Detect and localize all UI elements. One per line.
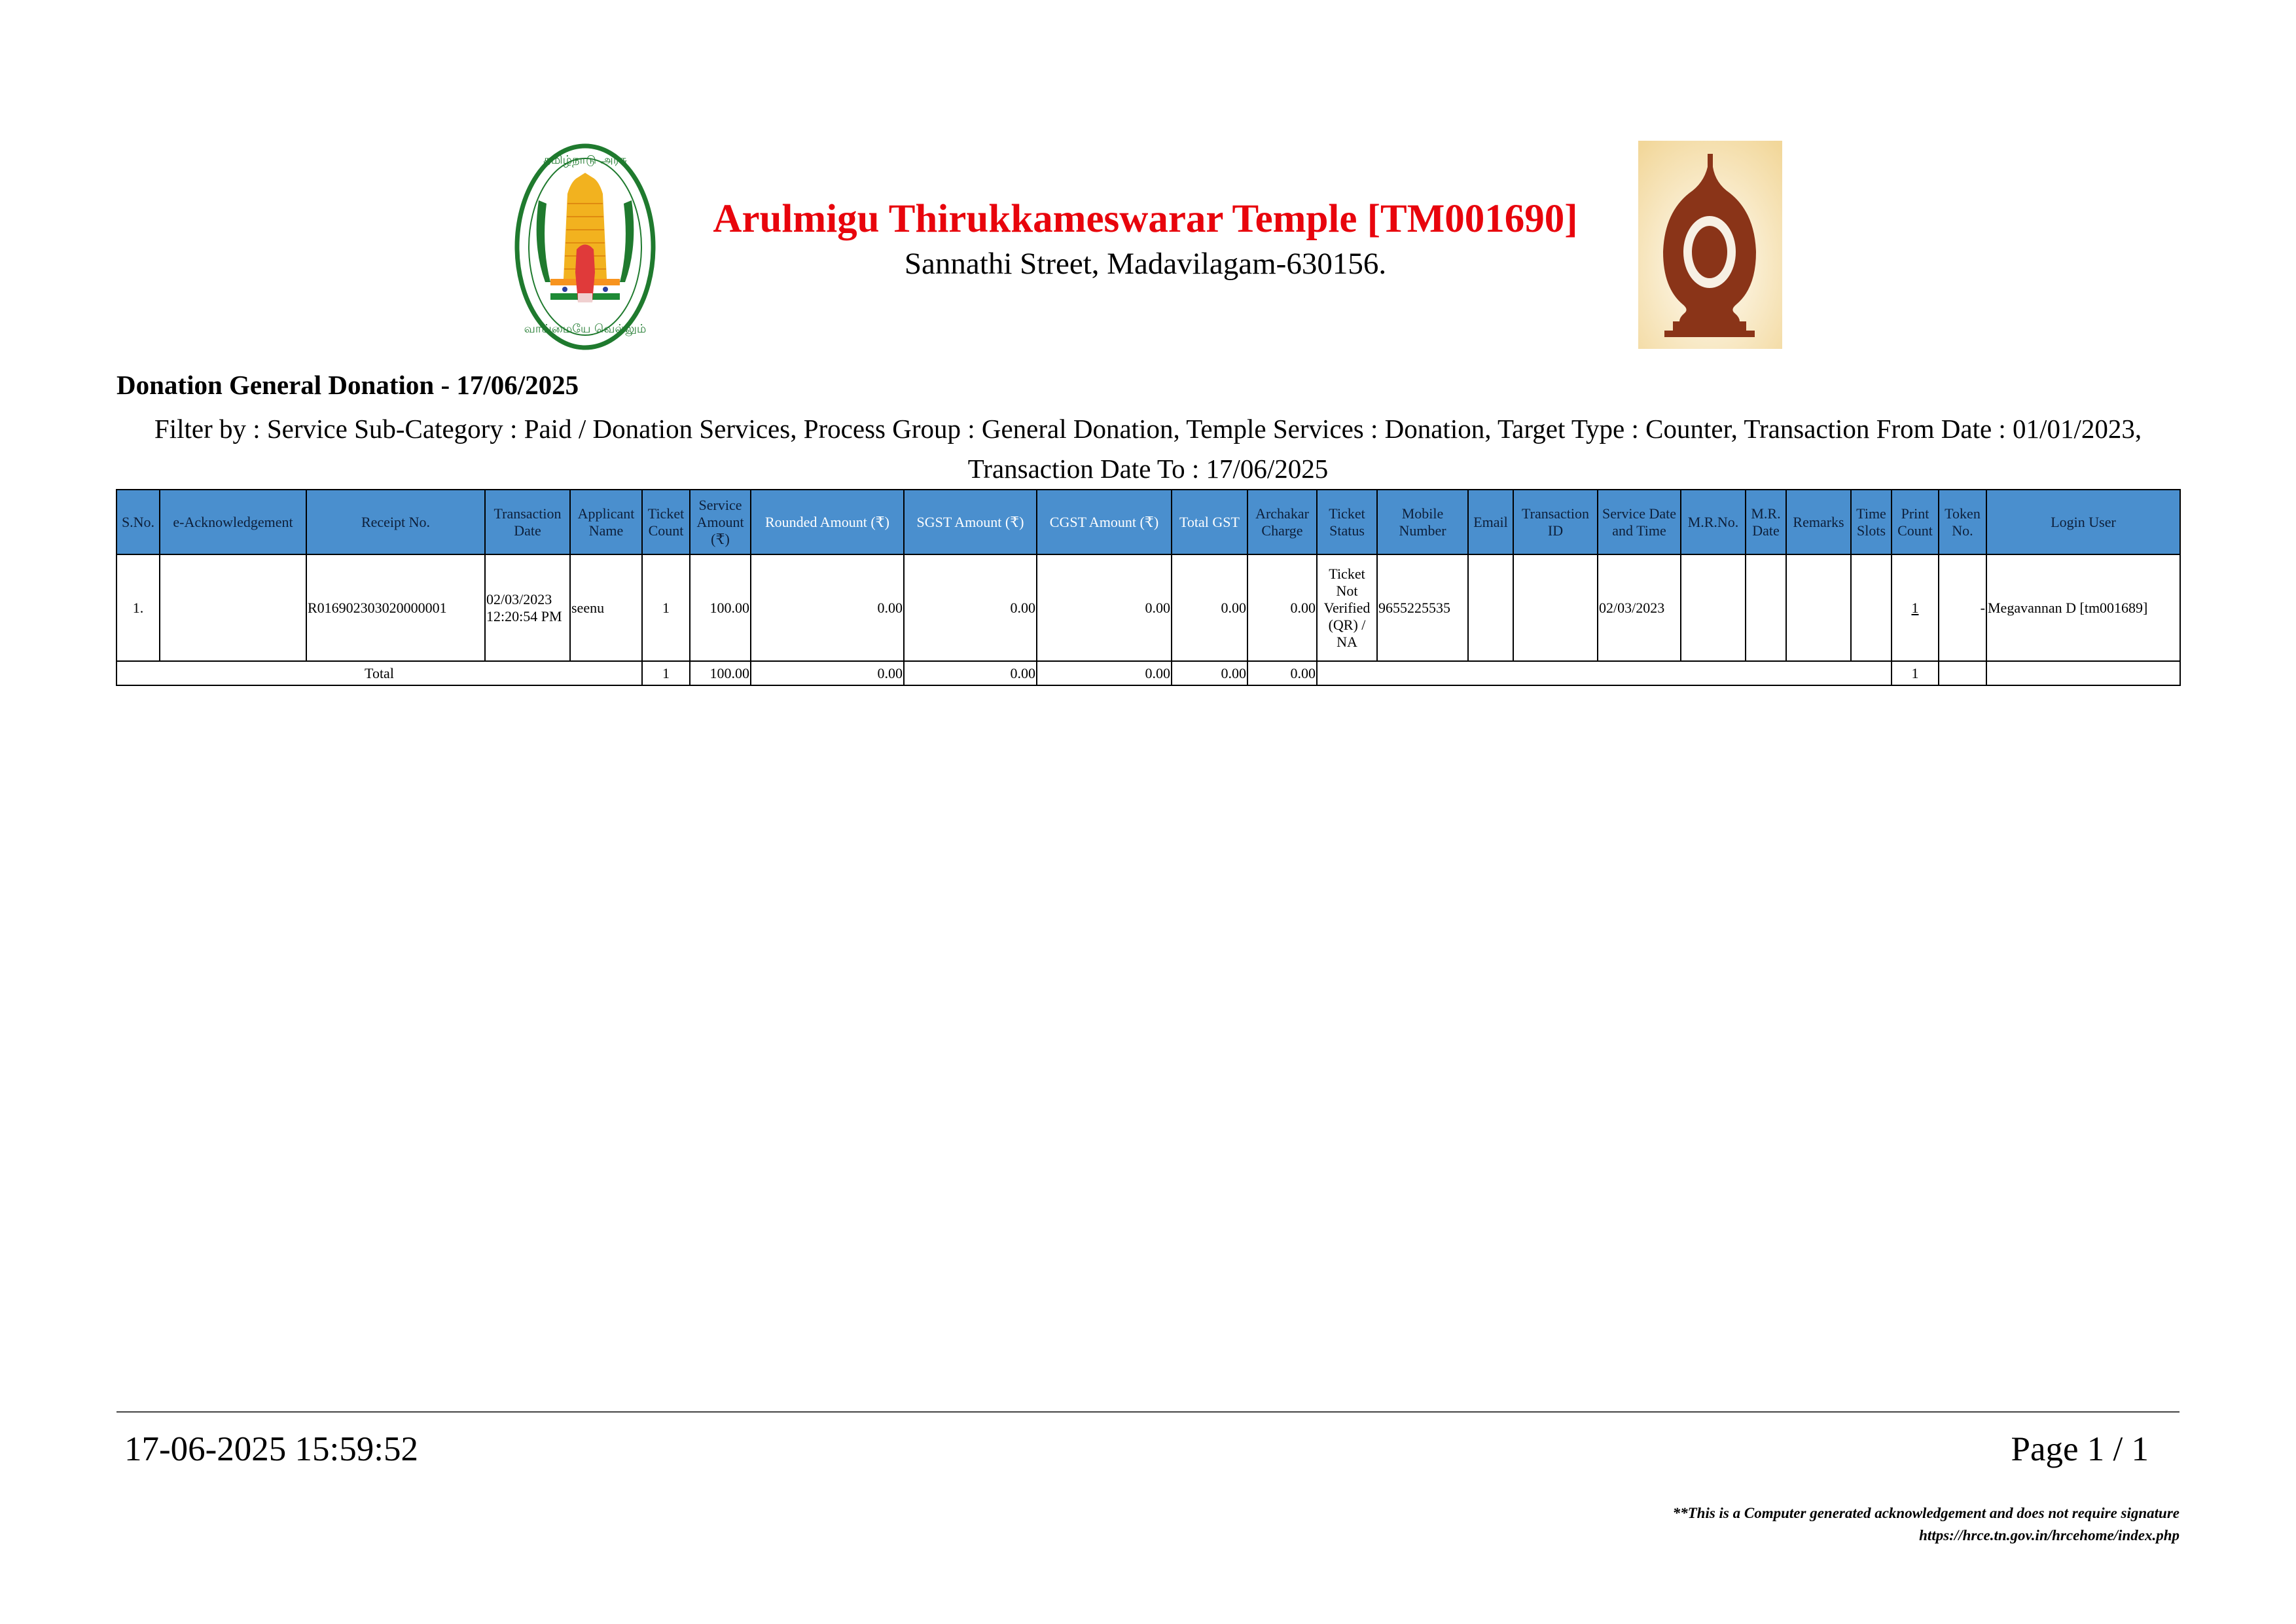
print-datetime: 17-06-2025 15:59:52 [124, 1430, 418, 1468]
donation-report-table [116, 489, 2181, 686]
cell-transaction-id [1513, 554, 1598, 661]
report-heading: Donation General Donation - 17/06/2025 [117, 370, 579, 400]
cell-ticket-count: 1 [642, 554, 690, 661]
temple-address: Sannathi Street, Madavilagam-630156. [904, 247, 1387, 281]
table-header-row [117, 490, 2180, 554]
cell-applicant-name: seenu [570, 554, 642, 661]
col-header-sno: S.No. [117, 490, 160, 554]
col-header-receipt-no: Receipt No. [306, 490, 485, 554]
col-header-print-count: Print Count [1892, 490, 1939, 554]
col-header-e-ack: e-Acknowledgement [160, 490, 306, 554]
cell-time-slots [1851, 554, 1892, 661]
table-total-row [117, 661, 2180, 685]
temple-title: Arulmigu Thirukkameswarar Temple [TM001690] [713, 197, 1578, 241]
table-row [117, 554, 2180, 661]
cell-e-ack [160, 554, 306, 661]
col-header-transaction-id: Transaction ID [1513, 490, 1598, 554]
col-header-total-gst: Total GST [1172, 490, 1247, 554]
cell-sno: 1. [117, 554, 160, 661]
total-gst: 0.00 [1172, 661, 1247, 685]
cell-mr-date [1746, 554, 1786, 661]
cell-transaction-date: 02/03/2023 12:20:54 PM [485, 554, 570, 661]
hrce-temple-logo-icon [1638, 141, 1782, 349]
cell-email [1468, 554, 1513, 661]
hrce-url: https://hrce.tn.gov.in/hrcehome/index.php [1919, 1527, 2179, 1543]
total-label: Total [117, 661, 642, 685]
total-print-count: 1 [1892, 661, 1939, 685]
total-ticket-count: 1 [642, 661, 690, 685]
col-header-mr-no: M.R.No. [1681, 490, 1746, 554]
cell-sgst-amount: 0.00 [904, 554, 1037, 661]
col-header-ticket-status: Ticket Status [1317, 490, 1377, 554]
cell-total-gst: 0.00 [1172, 554, 1247, 661]
col-header-mr-date: M.R. Date [1746, 490, 1786, 554]
col-header-ticket-count: Ticket Count [642, 490, 690, 554]
col-header-archakar-charge: Archakar Charge [1247, 490, 1317, 554]
cell-receipt-no: R016902303020000001 [306, 554, 485, 661]
cell-remarks [1786, 554, 1851, 661]
col-header-service-date-time: Service Date and Time [1598, 490, 1681, 554]
cell-login-user: Megavannan D [tm001689] [1986, 554, 2180, 661]
page-indicator: Page 1 / 1 [2011, 1430, 2149, 1468]
col-header-cgst-amount: CGST Amount (₹) [1037, 490, 1172, 554]
print-count-link[interactable]: 1 [1911, 599, 1919, 616]
col-header-login-user: Login User [1986, 490, 2180, 554]
svg-text:தமிழ்நாடு அரசு: தமிழ்நாடு அரசு [543, 153, 627, 167]
filter-description: Filter by : Service Sub-Category : Paid / Donation Services, Process Group : General Donation, Temple Services : Donation, Target Type : Counter, Transaction From Date : 01/01/2023, Transaction Date To : 17/06/2025 [154, 414, 2142, 484]
svg-text:வாய்மையே வெல்லும்: வாய்மையே வெல்லும் [524, 322, 647, 336]
col-header-rounded-amount: Rounded Amount (₹) [751, 490, 904, 554]
total-sgst-amount: 0.00 [904, 661, 1037, 685]
col-header-sgst-amount: SGST Amount (₹) [904, 490, 1037, 554]
col-header-remarks: Remarks [1786, 490, 1851, 554]
cell-mr-no [1681, 554, 1746, 661]
cell-ticket-status: Ticket Not Verified (QR) / NA [1317, 554, 1377, 661]
col-header-time-slots: Time Slots [1851, 490, 1892, 554]
total-service-amount: 100.00 [690, 661, 751, 685]
col-header-transaction-date: Transaction Date [485, 490, 570, 554]
cell-print-count[interactable] [1892, 554, 1939, 661]
col-header-mobile-number: Mobile Number [1377, 490, 1468, 554]
disclaimer-block [1673, 1502, 2179, 1547]
total-cgst-amount: 0.00 [1037, 661, 1172, 685]
cell-token-no: - [1939, 554, 1986, 661]
cell-rounded-amount: 0.00 [751, 554, 904, 661]
total-archakar-charge: 0.00 [1247, 661, 1317, 685]
cell-mobile-number: 9655225535 [1377, 554, 1468, 661]
cell-archakar-charge: 0.00 [1247, 554, 1317, 661]
footer-divider [117, 1411, 2179, 1413]
disclaimer-text: **This is a Computer generated acknowledgement and does not require signature [1672, 1505, 2179, 1521]
cell-service-date-time: 02/03/2023 [1598, 554, 1681, 661]
total-rounded-amount: 0.00 [751, 661, 904, 685]
total-empty-span [1317, 661, 1892, 685]
total-login-empty [1986, 661, 2180, 685]
col-header-applicant-name: Applicant Name [570, 490, 642, 554]
cell-cgst-amount: 0.00 [1037, 554, 1172, 661]
col-header-token-no: Token No. [1939, 490, 1986, 554]
total-token-empty [1939, 661, 1986, 685]
col-header-email: Email [1468, 490, 1513, 554]
col-header-service-amount: Service Amount (₹) [690, 490, 751, 554]
cell-service-amount: 100.00 [690, 554, 751, 661]
